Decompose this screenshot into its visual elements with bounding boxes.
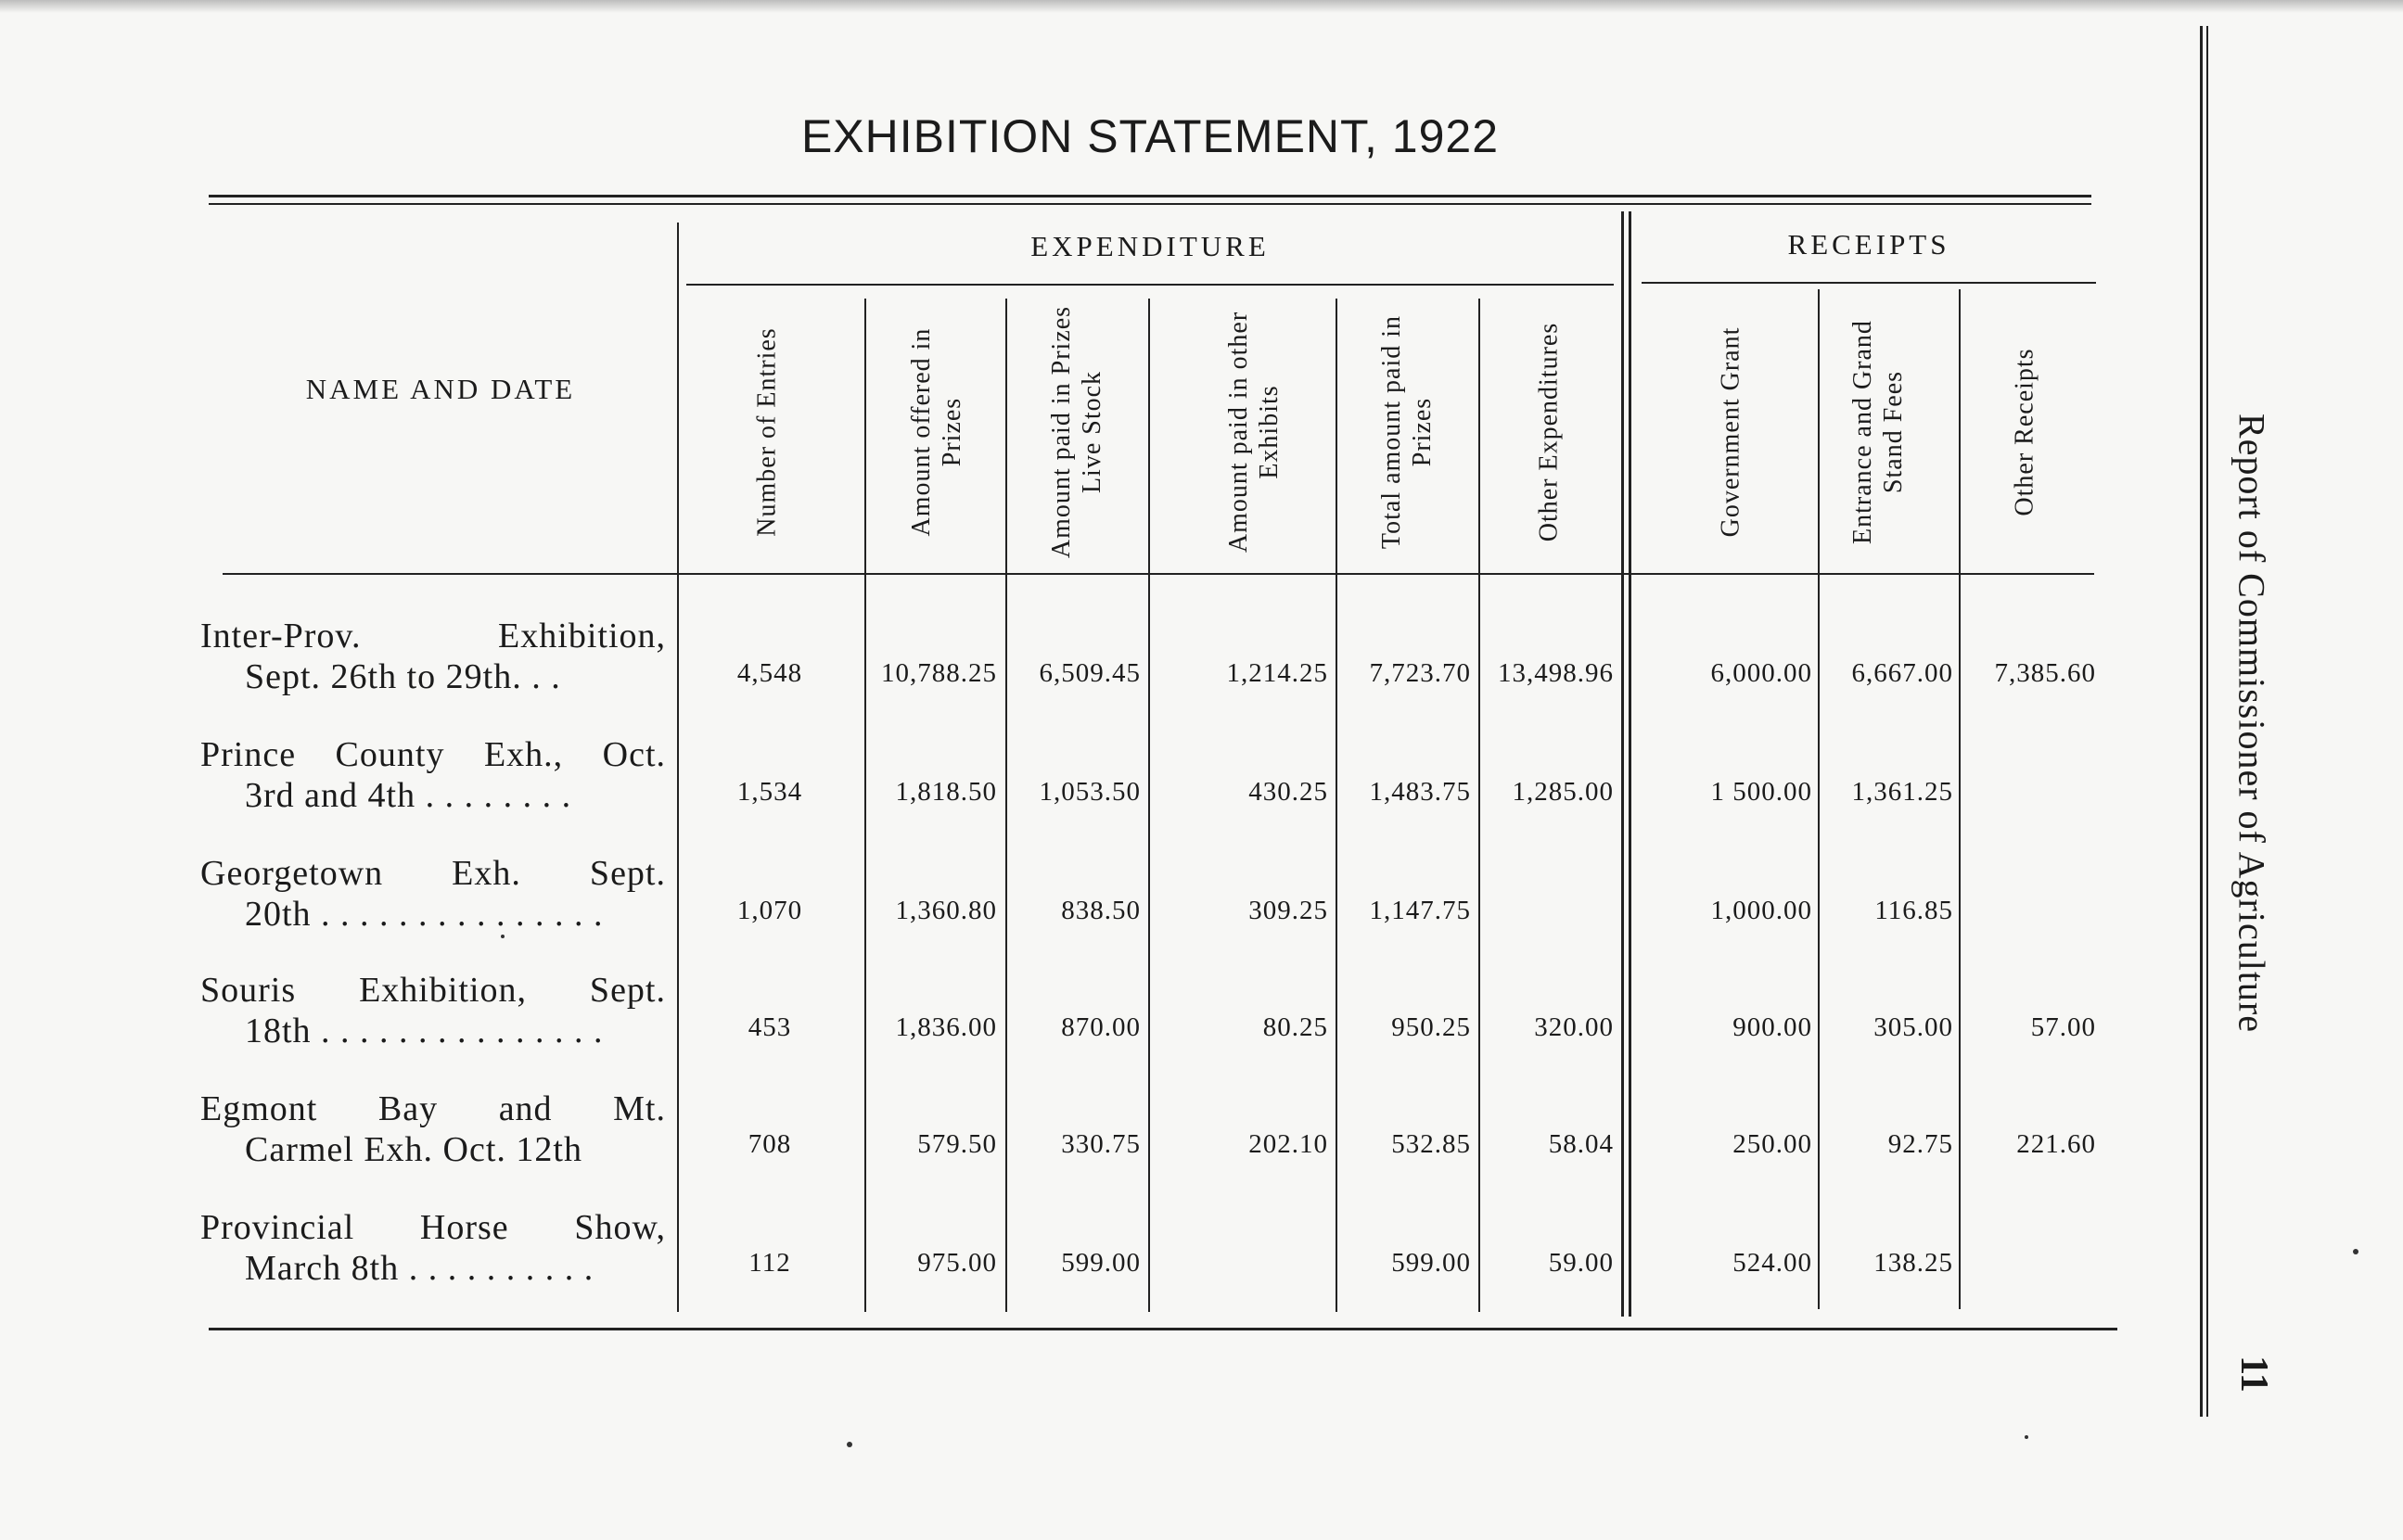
- cell-amount-offered: 579.50: [917, 1129, 997, 1159]
- cell-amount-offered: 10,788.25: [881, 658, 997, 688]
- cell-entries: 4,548: [736, 658, 803, 688]
- cell-entries: 708: [748, 1129, 792, 1159]
- bottom-rule: [209, 1328, 2117, 1330]
- cell-other-expenditures: 320.00: [1534, 1012, 1614, 1042]
- page-top-edge: [0, 0, 2403, 13]
- cell-total-paid: 1,483.75: [1369, 777, 1471, 807]
- exhibition-name: Inter-Prov. Exhibition,: [200, 617, 666, 655]
- cell-amount-offered: 975.00: [917, 1248, 997, 1278]
- cell-total-paid: 532.85: [1391, 1129, 1471, 1159]
- cell-paid-livestock: 1,053.50: [1039, 777, 1141, 807]
- col-head-paid-other-exhibits: Amount paid in other Exhibits: [1224, 311, 1284, 554]
- row-name: [200, 616, 666, 697]
- cell-paid-livestock: 6,509.45: [1039, 658, 1141, 688]
- cell-amount-offered: 1,836.00: [895, 1012, 997, 1042]
- cell-total-paid: 950.25: [1391, 1012, 1471, 1042]
- cell-paid-livestock: 838.50: [1061, 896, 1141, 925]
- name-and-date-heading: NAME AND DATE: [305, 373, 576, 405]
- expenditure-heading: EXPENDITURE: [1030, 230, 1270, 262]
- page-number: 11: [2232, 1355, 2275, 1393]
- cell-paid-livestock: 870.00: [1061, 1012, 1141, 1042]
- scan-speck: [2025, 1435, 2028, 1439]
- cell-other-expenditures: 13,498.96: [1498, 658, 1614, 688]
- cell-other-expenditures: 59.00: [1548, 1248, 1614, 1278]
- exhibition-date: 20th . . . . . . . . . . . . . . .: [245, 895, 604, 934]
- cell-paid-livestock: 599.00: [1061, 1248, 1141, 1278]
- col-head-total-paid: Total amount paid in Prizes: [1377, 314, 1437, 550]
- col-head-amount-offered: Amount offered in Prizes: [907, 327, 966, 537]
- cell-paid-other: 1,214.25: [1226, 658, 1328, 688]
- section-double-line: [1621, 211, 1624, 1317]
- cell-entries: 1,534: [736, 777, 803, 807]
- cell-entrance-fees: 305.00: [1873, 1012, 1953, 1042]
- cell-other-expenditures: 1,285.00: [1512, 777, 1614, 807]
- scan-speck: [501, 935, 505, 938]
- cell-paid-other: 202.10: [1248, 1129, 1328, 1159]
- cell-entrance-fees: 92.75: [1887, 1129, 1953, 1159]
- section-double-line: [1629, 211, 1631, 1317]
- row-name: [200, 1088, 666, 1170]
- scan-speck: [847, 1442, 852, 1447]
- top-rule-2: [209, 203, 2091, 205]
- cell-other-receipts: 221.60: [2016, 1129, 2096, 1159]
- row-name: [200, 734, 666, 816]
- exhibition-name: Souris Exhibition, Sept.: [200, 971, 666, 1010]
- exhibition-name: Egmont Bay and Mt.: [200, 1089, 666, 1128]
- receipts-underline: [1642, 282, 2096, 284]
- row-name: [200, 853, 666, 935]
- cell-amount-offered: 1,818.50: [895, 777, 997, 807]
- exhibition-date: 3rd and 4th . . . . . . . .: [245, 776, 572, 815]
- cell-entries: 1,070: [736, 896, 803, 925]
- expenditure-underline: [686, 284, 1614, 286]
- receipts-heading: RECEIPTS: [1787, 228, 1950, 261]
- running-title: Report of Commissioner of Agriculture: [2230, 413, 2273, 1033]
- cell-entries: 112: [748, 1248, 791, 1278]
- exhibition-date: 18th . . . . . . . . . . . . . . .: [245, 1012, 604, 1050]
- cell-paid-livestock: 330.75: [1061, 1129, 1141, 1159]
- cell-total-paid: 599.00: [1391, 1248, 1471, 1278]
- exhibition-name: Georgetown Exh. Sept.: [200, 854, 666, 893]
- cell-entries: 453: [748, 1012, 792, 1042]
- cell-government-grant: 6,000.00: [1710, 658, 1812, 688]
- col-head-other-expenditures: Other Expenditures: [1534, 322, 1564, 542]
- cell-government-grant: 1,000.00: [1710, 896, 1812, 925]
- cell-government-grant: 250.00: [1732, 1129, 1812, 1159]
- col-head-government-grant: Government Grant: [1716, 326, 1745, 538]
- cell-entrance-fees: 1,361.25: [1851, 777, 1953, 807]
- cell-paid-other: 430.25: [1248, 777, 1328, 807]
- cell-other-receipts: 7,385.60: [1994, 658, 2096, 688]
- cell-government-grant: 900.00: [1732, 1012, 1812, 1042]
- exhibition-date: Sept. 26th to 29th. . .: [245, 657, 561, 696]
- cell-entrance-fees: 116.85: [1874, 896, 1953, 925]
- cell-other-expenditures: 58.04: [1548, 1129, 1614, 1159]
- top-rule: [209, 195, 2091, 197]
- cell-amount-offered: 1,360.80: [895, 896, 997, 925]
- row-name: [200, 970, 666, 1051]
- cell-government-grant: 524.00: [1732, 1248, 1812, 1278]
- col-head-entrance-fees: Entrance and Grand Stand Fees: [1848, 320, 1908, 544]
- cell-entrance-fees: 138.25: [1873, 1248, 1953, 1278]
- col-head-paid-livestock: Amount paid in Prizes Live Stock: [1047, 305, 1106, 559]
- exhibition-date: March 8th . . . . . . . . . .: [245, 1249, 594, 1288]
- col-head-other-receipts: Other Receipts: [2010, 348, 2039, 516]
- cell-government-grant: 1 500.00: [1710, 777, 1812, 807]
- col-line: [677, 223, 679, 1312]
- cell-entrance-fees: 6,667.00: [1851, 658, 1953, 688]
- cell-total-paid: 1,147.75: [1369, 896, 1471, 925]
- page-title: EXHIBITION STATEMENT, 1922: [800, 110, 1500, 162]
- cell-paid-other: 80.25: [1262, 1012, 1328, 1042]
- exhibition-name: Prince County Exh., Oct.: [200, 735, 666, 774]
- margin-rule: [2200, 26, 2203, 1417]
- scan-speck: [2353, 1249, 2358, 1254]
- cell-paid-other: 309.25: [1248, 896, 1328, 925]
- exhibition-date: Carmel Exh. Oct. 12th: [245, 1130, 582, 1169]
- cell-total-paid: 7,723.70: [1369, 658, 1471, 688]
- cell-other-receipts: 57.00: [2030, 1012, 2096, 1042]
- row-name: [200, 1207, 666, 1289]
- exhibition-name: Provincial Horse Show,: [200, 1208, 666, 1247]
- col-head-entries: Number of Entries: [752, 327, 782, 537]
- header-bottom-rule: [223, 573, 2094, 575]
- margin-rule: [2206, 26, 2208, 1417]
